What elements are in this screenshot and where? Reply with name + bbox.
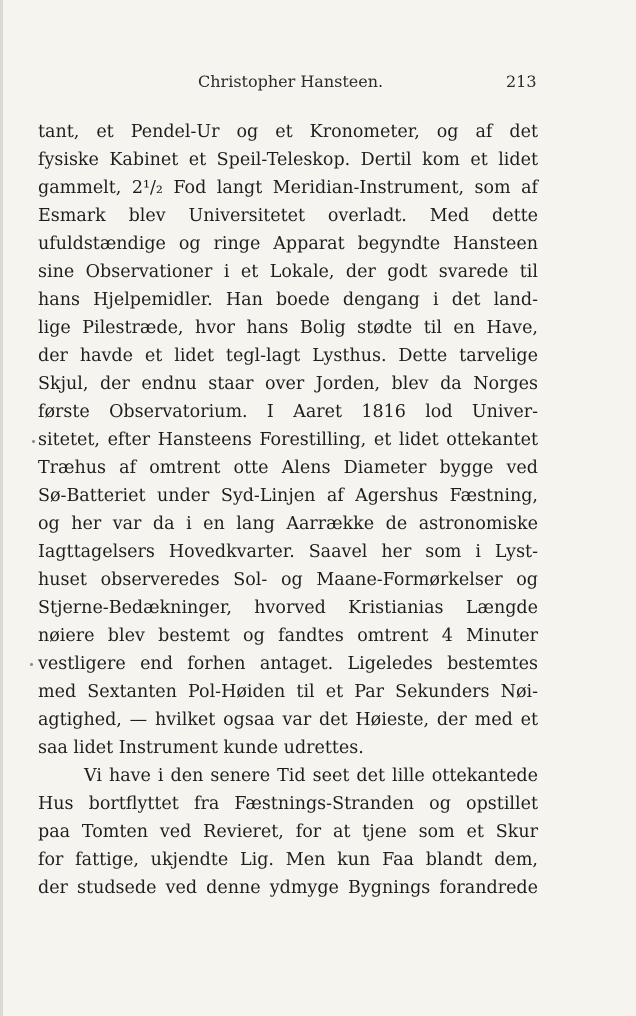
text-line: lige Pilestræde, hvor hans Bolig stødte til en Have, [38,318,538,338]
text-line: Vi have i den senere Tid seet det lille ottekantede [84,766,538,786]
text-line: Esmark blev Universitetet overladt. Med dette [38,206,538,226]
text-line: med Sextanten Pol-Høiden til et Par Sekunders Nøi- [38,682,538,702]
text-line: tant, et Pendel-Ur og et Kronometer, og af det [38,122,538,142]
text-line: nøiere blev bestemt og fandtes omtrent 4 Minuter [38,626,538,646]
paragraph-1 [38,118,538,762]
text-line: der studsede ved denne ydmyge Bygnings forandrede [38,878,538,898]
text-line: for fattige, ukjendte Lig. Men kun Faa blandt dem, [38,850,538,870]
text-line: gammelt, 2¹/₂ Fod langt Meridian-Instrument, som af [38,178,538,198]
text-line: Sø-Batteriet under Syd-Linjen af Agershus Fæstning, [38,486,538,506]
text-line: ufuldstændige og ringe Apparat begyndte Hansteen [38,234,538,254]
text-line: Træhus af omtrent otte Alens Diameter bygge ved [38,458,538,478]
text-line: sitetet, efter Hansteens Forestilling, et lidet ottekantet [38,430,538,450]
margin-speck [32,440,35,443]
text-line: Hus bortflyttet fra Fæstnings-Stranden og opstillet [38,794,538,814]
body-text [38,118,538,902]
text-line: vestligere end forhen antaget. Ligeledes bestemtes [38,654,538,674]
text-line: Skjul, der endnu staar over Jorden, blev da Norges [38,374,538,394]
text-line: huset observeredes Sol- og Maane-Formørkelser og [38,570,538,590]
text-line: sine Observationer i et Lokale, der godt svarede til [38,262,538,282]
text-line: Iagttagelsers Hovedkvarter. Saavel her som i Lyst- [38,542,538,562]
page-number: 213 [506,72,537,91]
text-line: agtighed, — hvilket ogsaa var det Høieste, der med et [38,710,538,730]
text-line: og her var da i en lang Aarrække de astronomiske [38,514,538,534]
text-line: der havde et lidet tegl-lagt Lysthus. Dette tarvelige [38,346,538,366]
running-head: Christopher Hansteen. [198,72,384,91]
margin-speck [30,663,33,666]
text-line: fysiske Kabinet et Speil-Teleskop. Dertil kom et lidet [38,150,538,170]
text-line: hans Hjelpemidler. Han boede dengang i det land- [38,290,538,310]
text-line: saa lidet Instrument kunde udrettes. [38,738,364,758]
paragraph-2 [38,762,538,902]
page-gutter-edge [0,0,3,1016]
text-line: første Observatorium. I Aaret 1816 lod Univer- [38,402,538,422]
text-line: Stjerne-Bedækninger, hvorved Kristianias Længde [38,598,538,618]
page-header [0,72,636,96]
text-line: paa Tomten ved Revieret, for at tjene som et Skur [38,822,538,842]
